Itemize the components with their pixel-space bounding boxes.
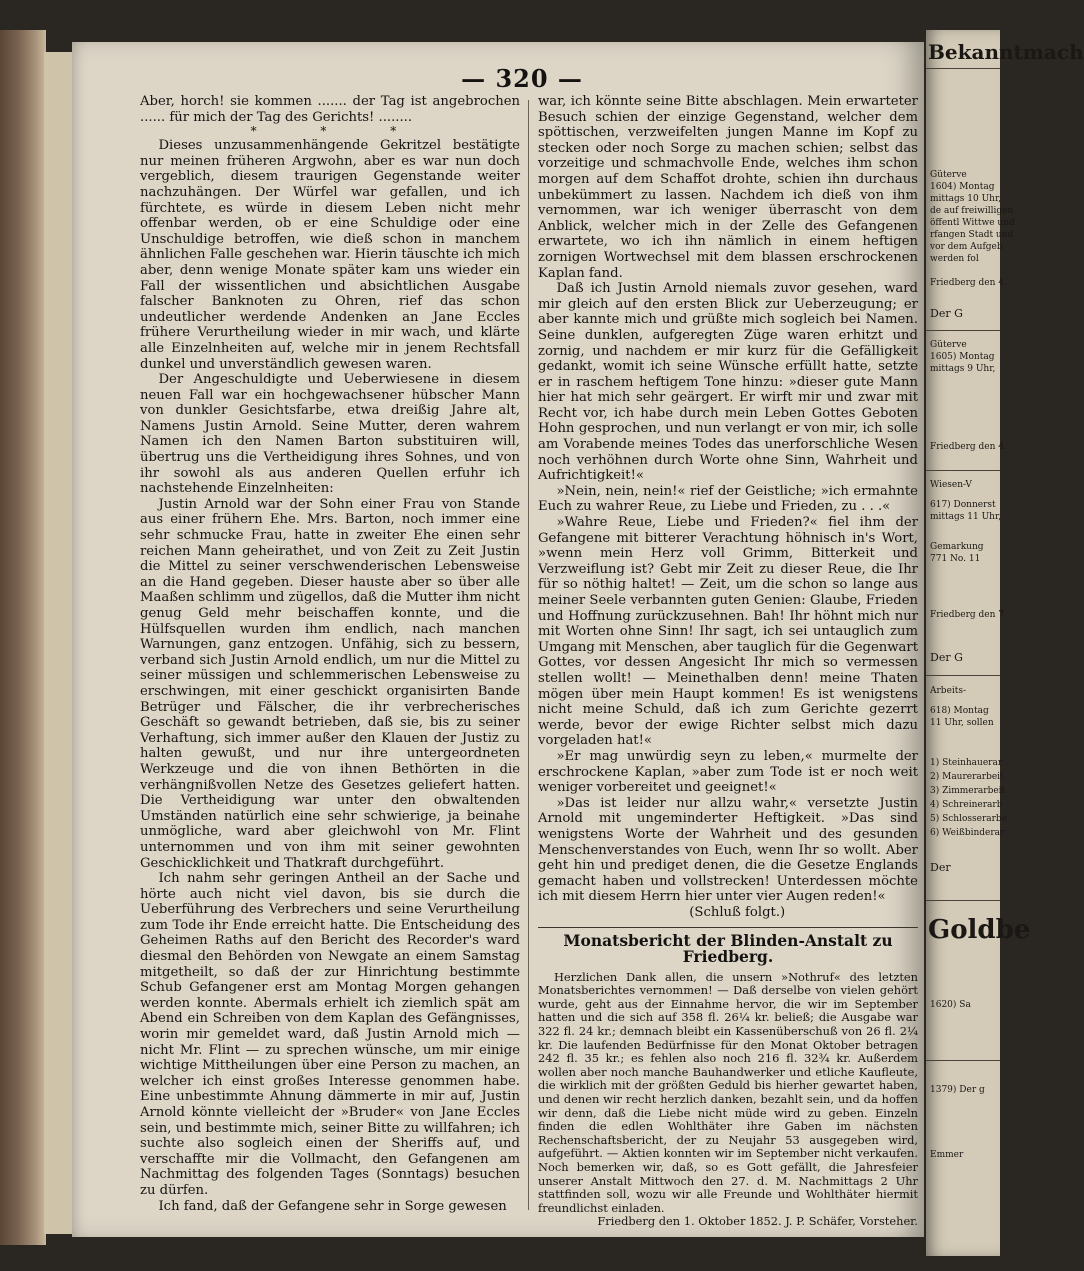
adjacent-text: 617) Donnerst xyxy=(930,500,996,510)
adjacent-text: mittags 9 Uhr, xyxy=(930,364,996,374)
adjacent-rule xyxy=(926,68,1000,69)
adjacent-text: werden fol xyxy=(930,254,979,264)
adjacent-text: 1605) Montag xyxy=(930,352,995,362)
adjacent-text: öffentl Wittwe und xyxy=(930,218,1015,228)
adjacent-rule xyxy=(926,1060,1000,1061)
adjacent-text: mittags 10 Uhr, xyxy=(930,194,1002,204)
adjacent-text: 1379) Der g xyxy=(930,1085,985,1095)
adjacent-text: 1620) Sa xyxy=(930,1000,971,1010)
adjacent-text: Der G xyxy=(930,307,963,320)
paragraph: Daß ich Justin Arnold niemals zuvor gesehen, ward mir gleich auf den ersten Blick zur Ueberzeugung; er aber kannte mich und grüßte mich sogleich bei Namen. Seine dunklen, aufgeregten Züge waren erhitzt und zornig, und nachdem er mir kurz für die Gefälligkeit gedankt, womit ich seine Wünsche erfüllt hatte, setzte er in raschem heftigem Tone hinzu: »dieser gute Mann hier hat mich sehr geärgert. Er wirft mir und zwar mit Recht vor, ich habe durch mein Leben Gottes Geboten Hohn gesprochen, und nun verlangt er von mir, ich solle am Vorabende meines Todes das unerforschliche Wesen noch verhöhnen durch Worte ohne Sinn, Wahrheit und Aufrichtigkeit!« xyxy=(538,281,918,484)
adjacent-text: 5) Schlosserarbe xyxy=(930,814,1008,824)
adjacent-text: 771 No. 11 xyxy=(930,554,981,564)
adjacent-text: Friedberg den 4. xyxy=(930,442,1007,452)
adjacent-headline: Goldbe xyxy=(928,915,1031,945)
adjacent-text: 3) Zimmerarbeit xyxy=(930,786,1006,796)
paragraph: Justin Arnold war der Sohn einer Frau von Stande aus einer frühern Ehe. Mrs. Barton, noch immer eine sehr schmucke Frau, hatte in zweiter Ehe einen sehr reichen Mann geheirathet, und von Zeit zu Zeit Justin die Mittel zu seiner verschwenderischen Lebensweise an die Hand gegeben. Dieser hauste aber so über alle Maaßen schlimm und zügellos, daß die Mutter ihm nicht genug Geld mehr beischaffen konnte, und die Hülfsquellen wurden ihm endlich, nach manchen Warnungen, ganz entzogen. Unfähig, sich zu bessern, verband sich Justin Arnold endlich, um nur die Mittel zu seiner müssigen und schlemmerischen Lebensweise zu erschwingen, mit einer geschickt organisirten Bande Betrüger und Fälscher, die ihr verbrecherisches Geschäft so gewandt betrieben, daß sie, bis zu seiner Verhaftung, sich immer außer den Klauen der Justiz zu halten gewußt, und nur ihre untergeordneten Werkzeuge und die von ihnen Bethörten in die verhängnißvollen Netze des Gesetzes geliefert hatten. Die Vertheidigung war unter den obwaltenden Umständen natürlich eine sehr schwierige, ja beinahe unmögliche, ward aber gleichwohl von Mr. Flint unternommen und von ihm mit seiner gewohnten Geschicklichkeit und Thatkraft durchgeführt. xyxy=(140,496,520,871)
report-text: Herzlichen Dank allen, die unsern »Nothruf« des letzten Monatsberichtes vernommen! — Daß derselbe von vielen gehört wurde, geht aus der Einnahme hervor, die wir im September hatten und die sich auf 358 fl. 26¼ kr. beließ; die Ausgabe war 322 fl. 24 kr.; demnach bleibt ein Kassenüberschuß von 26 fl. 2¼ kr. Die laufenden Bedürfnisse für den Monat Oktober betragen 242 fl. 35 kr.; es fehlen also noch 216 fl. 32¾ kr. Außerdem wollen aber noch manche Bauhandwerker und etliche Kaufleute, die wirklich mit der größten Geduld bis hierher gewartet haben, und denen wir recht herzlich danken, bezahlt sein, und da hoffen wir denn, daß die Liebe nicht müde wird zu geben. Einzeln finden die edlen Wohlthäter ihre Gaben im nächsten Rechenschaftsbericht, der zu Neujahr 53 ausgegeben wird, aufgeführt. — Aktien konnten wir im September nicht verkaufen. Noch bemerken wir, daß, so es Gott gefällt, die Jahresfeier unserer Anstalt Mittwoch den 27. d. M. Nachmittags 2 Uhr stattfinden soll, wozu wir alle Freunde und Wohlthäter hiermit freundlichst einladen. xyxy=(538,969,918,1215)
paragraph: »Das ist leider nur allzu wahr,« versetzte Justin Arnold mit ungeminderter Heftigkeit. »Das sind wenigstens Worte der Wahrheit und des gesunden Menschenverstandes von Euch, wenn Ihr so wollt. Aber geht hin und prediget denen, die die Gesetze Englands gemacht haben und vollstrecken! Unterdessen möchte ich mit diesem Herrn hier unter vier Augen reden!« xyxy=(538,795,918,905)
adjacent-text: 11 Uhr, sollen xyxy=(930,718,994,728)
adjacent-text: Friedberg den 4. xyxy=(930,278,1007,288)
adjacent-text: 2) Maurerarbeit xyxy=(930,772,1004,782)
adjacent-text: 6) Weißbinderar xyxy=(930,828,1005,838)
adjacent-text: Gemarkung xyxy=(930,542,984,552)
adjacent-text: 4) Schreinerarb xyxy=(930,800,1003,810)
adjacent-text: Güterve xyxy=(930,170,967,180)
section-stars: * * * xyxy=(250,124,427,139)
adjacent-text: Güterve xyxy=(930,340,967,350)
opening-lines: Aber, horch! sie kommen ....... der Tag ist angebrochen ...... für mich der Tag des Gerichts! ........ xyxy=(140,94,520,125)
adjacent-text: Der xyxy=(930,861,951,874)
column-divider xyxy=(528,100,529,1210)
report-signature: Friedberg den 1. Oktober 1852. J. P. Schäfer, Vorsteher. xyxy=(597,1214,918,1229)
paragraph: »Wahre Reue, Liebe und Frieden?« fiel ihm der Gefangene mit bitterer Verachtung höhnisch in's Wort, »wenn mein Herz voll Grimm, Bitterkeit und Verzweiflung ist? Gebt mir Zeit zu dieser Reue, die Ihr für so nöthig haltet! — Zeit, um die schon so lange aus meiner Seele verbannten guten Genien: Glaube, Frieden und Hoffnung zurückzusehnen. Bah! Ihr höhnt mich nur mit Worten ohne Sinn! Ihr sagt, ich sei untauglich zum Umgang mit Menschen, aber tauglich für die Gegenwart Gottes, vor dessen Angesicht Ihr mich so vermessen stellen wollt! — Meinethalben denn! meine Thaten mögen über mein Haupt kommen! Es ist wenigstens nicht meine Schuld, daß ich zum Gerichte gezerrt werde, bevor der ewige Richter selbst mich dazu vorgeladen hat!« xyxy=(538,515,918,749)
adjacent-text: rfangen Stadt und xyxy=(930,230,1014,240)
paragraph: »Er mag unwürdig seyn zu leben,« murmelte der erschrockene Kaplan, »aber zum Tode ist er noch weit weniger vorbereitet und geeignet!« xyxy=(538,748,918,796)
paragraph: »Nein, nein, nein!« rief der Geistliche; »ich ermahnte Euch zu wahrer Reue, zu Liebe und Frieden, zu . . .« xyxy=(538,483,918,515)
paragraph: Ich nahm sehr geringen Antheil an der Sache und hörte auch nicht viel davon, bis sie durch die Ueberführung des Verbrechers und seine Verurtheilung zum Tode ihr Ende erreicht hatte. Die Entscheidung des Geheimen Raths auf den Bericht des Recorder's ward diesmal den Behörden von Newgate an einem Samstag mitgetheilt, so daß der zur Hinrichtung bestimmte Schub Gefangener erst am Montag Morgen gehangen werden konnte. Abermals erhielt ich ziemlich spät am Abend ein Schreiben von dem Kaplan des Gefängnisses, worin mir gemeldet ward, daß Justin Arnold mich — nicht Mr. Flint — zu sprechen wünsche, um mir einige wichtige Mittheilungen über eine Person zu machen, an welcher ich einst großes Interesse genommen habe. Eine unbestimmte Ahnung dämmerte in mir auf, Justin Arnold könnte vielleicht der »Bruder« von Jane Eccles sein, und bestimmte mich, seiner Bitte zu willfahren; ich suchte also sogleich einen der Sheriffs auf, und verschaffte mir die Vollmacht, den Gefangenen am Nachmittag des folgenden Tages (Sonntags) besuchen zu dürfen. xyxy=(140,871,520,1198)
adjacent-text: Emmer xyxy=(930,1150,964,1160)
paragraph: Dieses unzusammenhängende Gekritzel bestätigte nur meinen früheren Argwohn, aber es war nun doch vergeblich, diesem traurigen Gegenstande weiter nachzuhängen. Der Würfel war gefallen, und ich fürchtete, es würde in diesem Leben nicht mehr offenbar werden, ob er eine Schuldige oder eine Unschuldige betroffen, wie dieß schon in manchem ähnlichen Falle geschehen war. Hierin täuschte ich mich aber, denn wenige Monate später kam uns wieder ein Fall der wissentlichen und absichtlichen Ausgabe falscher Banknoten zu Ohren, rief das schon undeutlicher werdende Andenken an Jane Eccles frühere Verurtheilung wieder in mir wach, und klärte alle Einzelnheiten auf, welche mir in jenem Rechtsfall dunkel und unverständlich gewesen waren. xyxy=(140,138,520,372)
adjacent-text: 1604) Montag xyxy=(930,182,995,192)
adjacent-rule xyxy=(926,675,1000,676)
report-title: Monatsbericht der Blinden-Anstalt zu Friedberg. xyxy=(563,931,893,967)
adjacent-page xyxy=(926,30,1084,1256)
page-number: — 320 — xyxy=(461,64,583,93)
adjacent-text: Der G xyxy=(930,651,963,664)
adjacent-text: Friedberg den 7 xyxy=(930,610,1004,620)
adjacent-text: mittags 11 Uhr, xyxy=(930,512,1002,522)
right-column xyxy=(538,94,918,1229)
adjacent-page-header: Bekanntmach xyxy=(928,40,1084,64)
left-column xyxy=(140,94,520,1214)
adjacent-rule xyxy=(926,330,1000,331)
continuation-note: (Schluß folgt.) xyxy=(689,904,786,920)
adjacent-rule xyxy=(926,470,1000,471)
adjacent-text: Wiesen-V xyxy=(930,480,972,490)
paragraph: Ich fand, daß der Gefangene sehr in Sorge gewesen xyxy=(158,1198,507,1214)
adjacent-text: 1) Steinhauerar xyxy=(930,758,1003,768)
paragraph: Der Angeschuldigte und Ueberwiesene in diesem neuen Fall war ein hochgewachsener hübscher Mann von dunkler Gesichtsfarbe, etwa dreißig Jahre alt, Namens Justin Arnold. Seine Mutter, deren wahrem Namen ich den Namen Barton substituiren will, übertrug uns die Vertheidigung ihres Sohnes, und von ihr sowohl als aus anderen Quellen erfuhr ich nachstehende Einzelnheiten: xyxy=(140,372,520,497)
adjacent-text: 618) Montag xyxy=(930,706,989,716)
adjacent-text: vor dem Aufgeb xyxy=(930,242,1003,252)
adjacent-rule xyxy=(926,900,1000,901)
book-spine-edge xyxy=(0,30,46,1245)
section-rule xyxy=(538,927,918,928)
paragraph: war, ich könnte seine Bitte abschlagen. Mein erwarteter Besuch schien der einzige Gegenstand, welcher dem spöttischen, verzweifelten jungen Manne im Kopf zu stecken oder noch Sorge zu machen schien; selbst das vorzeitige und schmachvolle Ende, welches ihm schon morgen auf dem Schaffot drohte, schien ihn durchaus unbekümmert zu lassen. Nachdem ich dieß von ihm vernommen, war ich weniger überrascht von dem Anblick, welcher mich in der Zelle des Gefangenen erwartete, wo ich ihn nämlich in einem heftigen zornigen Wortwechsel mit dem blassen erschrockenen Kaplan fand. xyxy=(538,94,918,281)
adjacent-text: Arbeits- xyxy=(930,686,967,696)
page-stack xyxy=(44,52,74,1234)
newspaper-page xyxy=(72,42,924,1237)
adjacent-text: de auf freiwilligen xyxy=(930,206,1014,216)
